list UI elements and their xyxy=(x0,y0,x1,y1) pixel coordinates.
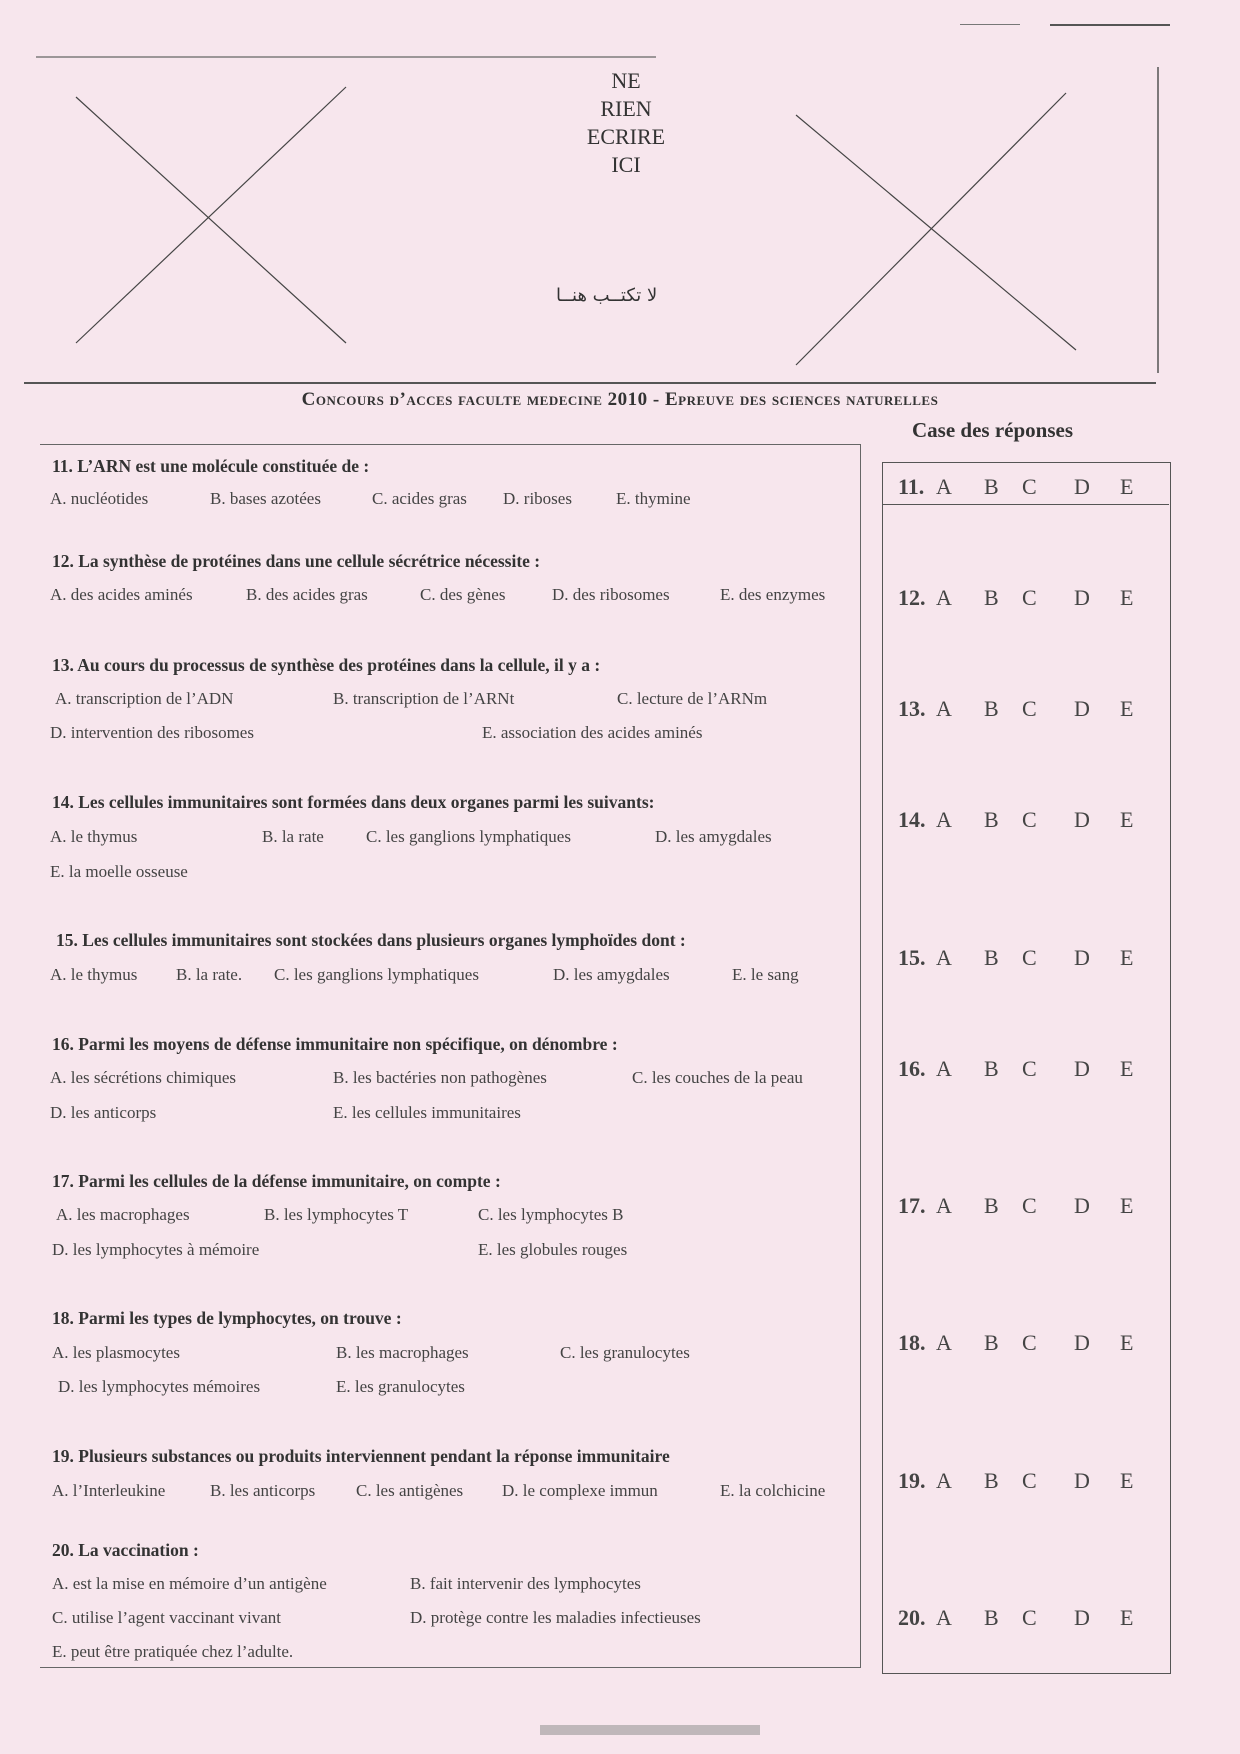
question-option: C. acides gras xyxy=(372,489,467,508)
arabic-note: لا تكتــب هنــا xyxy=(556,285,658,306)
scan-edge-mark xyxy=(540,1725,760,1735)
question-option: A. le thymus xyxy=(50,965,138,984)
question-option: D. intervention des ribosomes xyxy=(50,723,254,742)
question-option: E. la colchicine xyxy=(720,1481,826,1500)
question-option: E. peut être pratiquée chez l’adulte. xyxy=(52,1642,294,1661)
exam-title: Concours d’acces faculte medecine 2010 - Epreuve des sciences naturelles xyxy=(301,389,939,410)
answer-choice[interactable]: B xyxy=(984,1193,999,1218)
question-option: D. les amygdales xyxy=(655,827,772,846)
answer-number: 20. xyxy=(898,1605,926,1630)
answer-choice[interactable]: E xyxy=(1120,696,1134,721)
question-option: E. les cellules immunitaires xyxy=(333,1103,521,1122)
question-option: A. le thymus xyxy=(50,827,138,846)
top-edge-mark-2 xyxy=(1050,24,1170,26)
answer-choice[interactable]: C xyxy=(1022,945,1037,970)
answer-choice[interactable]: C xyxy=(1022,585,1037,610)
answer-number: 11. xyxy=(898,474,925,499)
answer-number: 19. xyxy=(898,1468,926,1493)
answer-choice[interactable]: C xyxy=(1022,1193,1037,1218)
question-option: E. les globules rouges xyxy=(478,1240,628,1259)
question-title: 13. Au cours du processus de synthèse des protéines dans la cellule, il y a : xyxy=(52,655,601,675)
question-option: E. association des acides aminés xyxy=(482,723,703,742)
answer-choice[interactable]: E xyxy=(1120,1468,1134,1493)
answer-number: 16. xyxy=(898,1056,926,1081)
answer-choice[interactable]: B xyxy=(984,1605,999,1630)
answer-choice[interactable]: A xyxy=(936,1605,952,1630)
question-option: B. les anticorps xyxy=(210,1481,316,1500)
question-option: C. les antigènes xyxy=(356,1481,464,1500)
question-option: E. les granulocytes xyxy=(336,1377,465,1396)
answer-choice[interactable]: B xyxy=(984,945,999,970)
question-option: B. les bactéries non pathogènes xyxy=(333,1068,547,1087)
question-option: A. les plasmocytes xyxy=(52,1343,180,1362)
question-option: C. les ganglions lymphatiques xyxy=(274,965,479,984)
answer-choice[interactable]: D xyxy=(1074,1468,1090,1493)
question-option: A. nucléotides xyxy=(50,489,149,508)
answer-choice[interactable]: C xyxy=(1022,807,1037,832)
answer-choice[interactable]: E xyxy=(1120,1056,1134,1081)
answer-choice[interactable]: B xyxy=(984,807,999,832)
question-option: D. des ribosomes xyxy=(552,585,670,604)
answer-choice[interactable]: D xyxy=(1074,696,1090,721)
answer-choice[interactable]: E xyxy=(1120,945,1134,970)
question-option: B. transcription de l’ARNt xyxy=(333,689,515,708)
answer-number: 14. xyxy=(898,807,926,832)
ne-line-4: ICI xyxy=(611,152,641,177)
answer-choice[interactable]: D xyxy=(1074,1605,1090,1630)
ne-line-2: RIEN xyxy=(600,96,652,121)
question-option: D. riboses xyxy=(503,489,572,508)
question-option: E. la moelle osseuse xyxy=(50,862,188,881)
question-option: A. l’Interleukine xyxy=(52,1481,166,1500)
answer-number: 15. xyxy=(898,945,926,970)
answer-box-label: Case des réponses xyxy=(912,418,1073,442)
ne-line-1: NE xyxy=(611,68,641,93)
answer-choice[interactable]: D xyxy=(1074,1330,1090,1355)
question-option: C. les ganglions lymphatiques xyxy=(366,827,571,846)
header-divider xyxy=(24,382,1156,384)
answer-number: 12. xyxy=(898,585,926,610)
question-option: D. le complexe immun xyxy=(502,1481,658,1500)
question-title: 14. Les cellules immunitaires sont formées dans deux organes parmi les suivants: xyxy=(52,792,655,812)
question-option: D. les anticorps xyxy=(50,1103,157,1122)
answer-choice[interactable]: A xyxy=(936,1468,952,1493)
answer-number: 13. xyxy=(898,696,926,721)
answer-choice[interactable]: D xyxy=(1074,585,1090,610)
top-edge-mark xyxy=(960,24,1020,25)
question-option: C. les granulocytes xyxy=(560,1343,690,1362)
answer-choice[interactable]: C xyxy=(1022,1056,1037,1081)
answer-choice[interactable]: B xyxy=(984,1056,999,1081)
question-option: C. les couches de la peau xyxy=(632,1068,803,1087)
question-option: D. les amygdales xyxy=(553,965,670,984)
answer-choice[interactable]: E xyxy=(1120,474,1134,499)
question-title: 17. Parmi les cellules de la défense immunitaire, on compte : xyxy=(52,1171,501,1191)
ne-line-3: ECRIRE xyxy=(586,124,666,149)
question-option: E. des enzymes xyxy=(720,585,826,604)
answer-choice[interactable]: B xyxy=(984,1468,999,1493)
answer-choice[interactable]: D xyxy=(1074,474,1090,499)
answer-number: 17. xyxy=(898,1193,926,1218)
answer-choice[interactable]: A xyxy=(936,585,952,610)
answer-choice[interactable]: D xyxy=(1074,1056,1090,1081)
question-option: E. le sang xyxy=(732,965,799,984)
answer-choice[interactable]: C xyxy=(1022,474,1037,499)
answer-choice[interactable]: A xyxy=(936,1056,952,1081)
answer-choice[interactable]: C xyxy=(1022,1468,1037,1493)
question-title: 11. L’ARN est une molécule constituée de : xyxy=(52,456,370,476)
question-option: B. la rate xyxy=(262,827,324,846)
question-title: 12. La synthèse de protéines dans une cellule sécrétrice nécessite : xyxy=(52,551,541,571)
question-option: C. lecture de l’ARNm xyxy=(617,689,768,708)
question-option: A. les sécrétions chimiques xyxy=(50,1068,237,1087)
question-option: C. des gènes xyxy=(420,585,506,604)
question-title: 19. Plusieurs substances ou produits interviennent pendant la réponse immunitaire xyxy=(52,1446,670,1466)
question-title: 18. Parmi les types de lymphocytes, on trouve : xyxy=(52,1308,402,1328)
question-option: C. utilise l’agent vaccinant vivant xyxy=(52,1608,281,1627)
answer-choice[interactable]: E xyxy=(1120,807,1134,832)
answer-choice[interactable]: A xyxy=(936,1330,952,1355)
question-option: B. bases azotées xyxy=(210,489,321,508)
answer-choice[interactable]: E xyxy=(1120,1193,1134,1218)
answer-choice[interactable]: E xyxy=(1120,585,1134,610)
question-option: B. fait intervenir des lymphocytes xyxy=(410,1574,641,1593)
answer-choice[interactable]: A xyxy=(936,696,952,721)
question-title: 20. La vaccination : xyxy=(52,1540,199,1560)
answer-choice[interactable]: A xyxy=(936,945,952,970)
answer-choice[interactable]: C xyxy=(1022,1330,1037,1355)
question-option: B. des acides gras xyxy=(246,585,368,604)
no-write-zone xyxy=(36,55,1160,375)
question-option: B. la rate. xyxy=(176,965,243,984)
question-option: A. est la mise en mémoire d’un antigène xyxy=(52,1574,327,1593)
answer-choice[interactable]: B xyxy=(984,1330,999,1355)
answer-choice[interactable]: C xyxy=(1022,1605,1037,1630)
answer-choice[interactable]: D xyxy=(1074,1193,1090,1218)
question-option: D. les lymphocytes mémoires xyxy=(58,1377,261,1396)
question-title: 16. Parmi les moyens de défense immunitaire non spécifique, on dénombre : xyxy=(52,1034,618,1054)
answer-choice[interactable]: A xyxy=(936,807,952,832)
answer-choice[interactable]: E xyxy=(1120,1605,1134,1630)
question-option: C. les lymphocytes B xyxy=(478,1205,624,1224)
question-option: D. les lymphocytes à mémoire xyxy=(52,1240,260,1259)
question-option: B. les macrophages xyxy=(336,1343,469,1362)
answer-choice[interactable]: A xyxy=(936,1193,952,1218)
question-option: A. les macrophages xyxy=(56,1205,190,1224)
answer-choice[interactable]: B xyxy=(984,696,999,721)
answer-choice[interactable]: D xyxy=(1074,945,1090,970)
question-option: A. des acides aminés xyxy=(50,585,193,604)
answer-choice[interactable]: A xyxy=(936,474,952,499)
answer-choice[interactable]: C xyxy=(1022,696,1037,721)
question-option: D. protège contre les maladies infectieuses xyxy=(410,1608,701,1627)
answer-choice[interactable]: B xyxy=(984,585,999,610)
question-title: 15. Les cellules immunitaires sont stockées dans plusieurs organes lymphoïdes dont : xyxy=(56,930,686,950)
question-option: E. thymine xyxy=(616,489,691,508)
answer-number: 18. xyxy=(898,1330,926,1355)
question-option: A. transcription de l’ADN xyxy=(55,689,234,708)
answer-choice[interactable]: D xyxy=(1074,807,1090,832)
question-option: B. les lymphocytes T xyxy=(264,1205,409,1224)
answer-choice[interactable]: B xyxy=(984,474,999,499)
answer-choice[interactable]: E xyxy=(1120,1330,1134,1355)
